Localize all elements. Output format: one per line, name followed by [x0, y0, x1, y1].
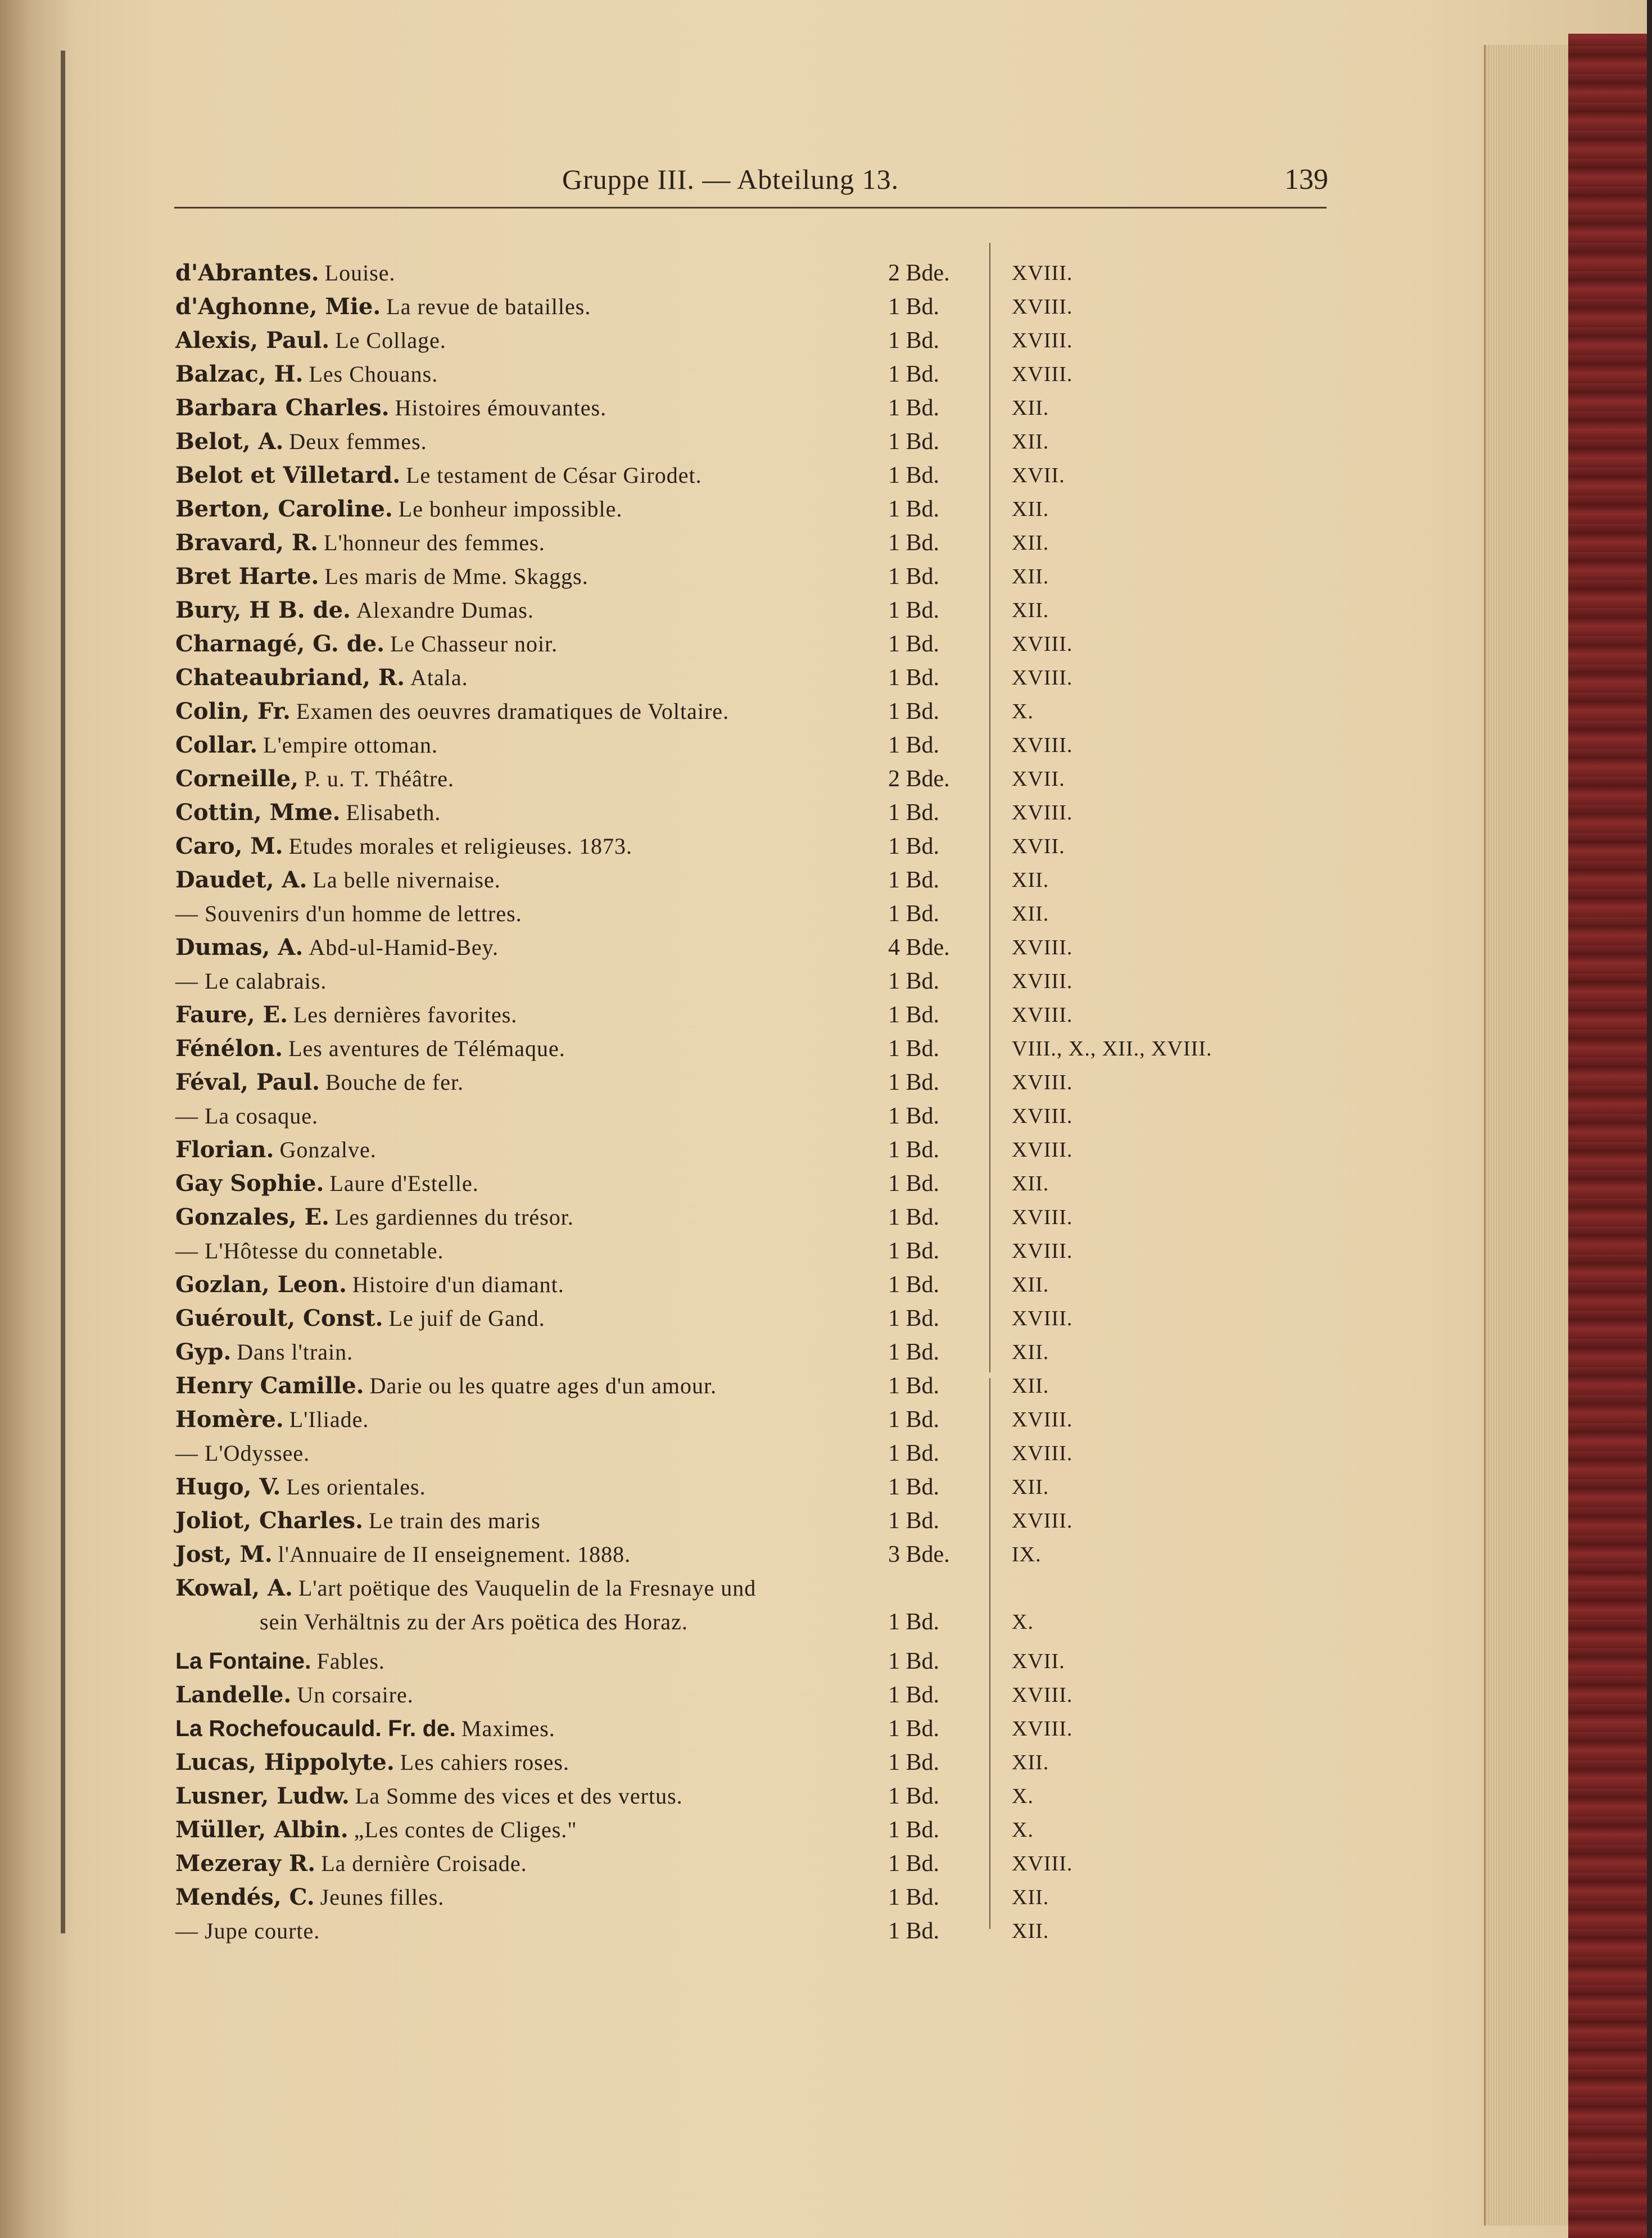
- entry-author: Belot, A.: [175, 428, 284, 455]
- list-item: [175, 260, 1300, 293]
- entry-title: L'honneur des femmes.: [324, 530, 545, 555]
- entry-volumes: 1 Bd.: [888, 530, 940, 556]
- entry-group: XVIII.: [1012, 1717, 1073, 1741]
- entry-group: XVIII.: [1012, 970, 1073, 993]
- entry-title: Le Chasseur noir.: [390, 631, 558, 656]
- entry-group: XII.: [1012, 868, 1049, 892]
- entry-volumes: 1 Bd.: [888, 1238, 940, 1264]
- entry-group: XII.: [1012, 1273, 1049, 1297]
- entry-group: XII.: [1012, 497, 1049, 521]
- entry-volumes: 1 Bd.: [888, 597, 940, 623]
- entry-volumes: 1 Bd.: [888, 901, 940, 927]
- entry-title: L'art poëtique des Vauquelin de la Fresnaye und: [298, 1575, 757, 1601]
- entry-author: Florian.: [175, 1136, 274, 1163]
- list-item: [175, 1372, 1300, 1406]
- entry-volumes: 1 Bd.: [888, 1817, 940, 1843]
- list-item: [175, 1406, 1300, 1440]
- entry-group: XII.: [1012, 1751, 1049, 1774]
- entry-author: Lusner, Ludw.: [175, 1783, 350, 1809]
- entry-author: Alexis, Paul.: [175, 327, 330, 354]
- entry-title: Examen des oeuvres dramatiques de Voltaire.: [296, 699, 730, 724]
- entry-author: Henry Camille.: [175, 1372, 364, 1399]
- entry-volumes: 1 Bd.: [888, 1648, 940, 1674]
- list-item: [175, 1069, 1300, 1103]
- entry-group: XVIII.: [1012, 1138, 1073, 1162]
- list-item: [175, 462, 1300, 496]
- entry-author: Fénélon.: [175, 1035, 283, 1062]
- entry-author: Faure, E.: [175, 1002, 288, 1028]
- entry-group: X.: [1012, 1818, 1034, 1842]
- entry-group: XVIII.: [1012, 1509, 1073, 1533]
- entry-title: La dernière Croisade.: [321, 1851, 527, 1876]
- entry-title: Le juif de Gand.: [388, 1306, 545, 1331]
- list-item: [175, 496, 1300, 529]
- entry-group: XII.: [1012, 1475, 1049, 1499]
- entry-group: XVII.: [1012, 1650, 1065, 1673]
- list-item: [175, 765, 1300, 799]
- entry-group: XII.: [1012, 1172, 1049, 1195]
- entry-group: XII.: [1012, 1919, 1049, 1943]
- list-item: [175, 1103, 1300, 1136]
- entry-group: XII.: [1012, 1886, 1049, 1909]
- entry-title: — Le calabrais.: [175, 968, 327, 994]
- entry-author: Collar.: [175, 732, 258, 758]
- list-item: [175, 833, 1300, 867]
- entry-volumes: 1 Bd.: [888, 1272, 940, 1298]
- entry-volumes: 1 Bd.: [888, 867, 940, 893]
- entry-author: Dumas, A.: [175, 934, 304, 961]
- entry-volumes: 1 Bd.: [888, 294, 940, 320]
- entry-author: d'Aghonne, Mie.: [175, 293, 381, 320]
- entry-volumes: 1 Bd.: [888, 1508, 940, 1534]
- entry-group: XII.: [1012, 430, 1049, 454]
- entry-volumes: 1 Bd.: [888, 699, 940, 724]
- entry-volumes: 1 Bd.: [888, 1002, 940, 1028]
- entry-title: Les gardiennes du trésor.: [334, 1204, 574, 1230]
- entry-volumes: 1 Bd.: [888, 968, 940, 994]
- list-item: [175, 597, 1300, 631]
- entry-title: La revue de batailles.: [386, 294, 591, 319]
- entry-title: La Somme des vices et des vertus.: [355, 1783, 683, 1809]
- list-item: [175, 1035, 1300, 1069]
- list-item: [175, 428, 1300, 462]
- entry-group: XVIII.: [1012, 1239, 1073, 1263]
- list-item: [175, 1749, 1300, 1783]
- entry-title: Gonzalve.: [279, 1137, 377, 1162]
- list-item: [175, 1783, 1300, 1816]
- entry-author: Gay Sophie.: [175, 1170, 324, 1197]
- entry-volumes: 1 Bd.: [888, 1750, 940, 1775]
- entry-title: Histoires émouvantes.: [395, 395, 607, 420]
- list-item: [175, 1271, 1300, 1305]
- entry-author: Landelle.: [175, 1682, 292, 1708]
- entry-volumes: 1 Bd.: [888, 800, 940, 826]
- entry-author: Lucas, Hippolyte.: [175, 1749, 395, 1775]
- entry-author: Charnagé, G. de.: [175, 631, 385, 657]
- entry-group: XII.: [1012, 531, 1049, 555]
- entry-volumes: 4 Bde.: [888, 935, 950, 961]
- entry-volumes: 2 Bde.: [888, 260, 950, 286]
- running-header: [174, 163, 1327, 208]
- list-item: [175, 698, 1300, 732]
- list-item: [175, 1884, 1300, 1918]
- entry-group: XVIII.: [1012, 1206, 1073, 1229]
- entry-title: L'Iliade.: [289, 1407, 369, 1432]
- entry-group: X.: [1012, 1610, 1034, 1634]
- entry-author: Müller, Albin.: [175, 1816, 348, 1843]
- list-item: [175, 1507, 1300, 1541]
- list-item: [175, 529, 1300, 563]
- entry-group: XVIII.: [1012, 1104, 1073, 1128]
- entry-author: Colin, Fr.: [175, 698, 291, 724]
- entry-group: XVIII.: [1012, 295, 1073, 319]
- entry-author: Gyp.: [175, 1339, 232, 1365]
- entry-author: Caro, M.: [175, 833, 283, 859]
- entry-title: sein Verhältnis zu der Ars poëtica des Horaz.: [260, 1609, 688, 1634]
- entry-author: d'Abrantes.: [175, 260, 319, 286]
- list-item: [175, 1541, 1300, 1575]
- entry-volumes: 1 Bd.: [888, 732, 940, 758]
- list-item: [175, 1136, 1300, 1170]
- entry-title: Jeunes filles.: [320, 1884, 445, 1910]
- list-item: [175, 664, 1300, 698]
- entry-author: Jost, M.: [175, 1541, 273, 1567]
- entry-author: La Fontaine.: [175, 1648, 311, 1674]
- entry-title: La belle nivernaise.: [313, 867, 501, 893]
- list-item: [175, 1305, 1300, 1339]
- entry-title: Alexandre Dumas.: [356, 597, 534, 623]
- entry-volumes: 3 Bde.: [888, 1542, 950, 1567]
- entry-volumes: 1 Bd.: [888, 564, 940, 590]
- entry-volumes: 1 Bd.: [888, 1204, 940, 1230]
- entry-title: Le Collage.: [335, 328, 446, 353]
- entry-author: Hugo, V.: [175, 1474, 281, 1500]
- list-item: [175, 1648, 1300, 1682]
- entry-author: Daudet, A.: [175, 867, 307, 893]
- entry-volumes: 1 Bd.: [888, 1918, 940, 1944]
- entry-title: Maximes.: [461, 1716, 555, 1741]
- entry-author: Mezeray R.: [175, 1850, 316, 1877]
- entry-title: „Les contes de Cliges.": [354, 1817, 577, 1842]
- list-item: [175, 1575, 1300, 1609]
- list-item: [175, 1850, 1300, 1884]
- list-item: [175, 1002, 1300, 1035]
- entry-volumes: 1 Bd.: [888, 833, 940, 859]
- entry-title: Abd-ul-Hamid-Bey.: [309, 935, 499, 960]
- entry-group: IX.: [1012, 1543, 1042, 1566]
- list-item: [175, 934, 1300, 968]
- entry-title: L'empire ottoman.: [263, 732, 438, 758]
- entry-title: Bouche de fer.: [325, 1070, 464, 1095]
- entry-group: XII.: [1012, 1340, 1049, 1364]
- list-item: [175, 968, 1300, 1002]
- entry-title: P. u. T. Théâtre.: [304, 766, 455, 791]
- list-item: [175, 1816, 1300, 1850]
- entry-volumes: 1 Bd.: [888, 631, 940, 657]
- list-item: [175, 732, 1300, 765]
- entry-author: Bret Harte.: [175, 563, 319, 590]
- entry-group: XVIII.: [1012, 666, 1073, 690]
- list-item: [175, 1170, 1300, 1204]
- cover-edge: [1647, 0, 1652, 2238]
- entry-group: XVIII.: [1012, 1408, 1073, 1431]
- list-item: [175, 1204, 1300, 1238]
- list-item: [175, 867, 1300, 900]
- entry-author: La Rochefoucauld. Fr. de.: [175, 1715, 456, 1741]
- entry-volumes: 1 Bd.: [888, 1407, 940, 1433]
- list-item: [175, 900, 1300, 934]
- book-cover: [1568, 34, 1652, 2238]
- list-item: [175, 395, 1300, 428]
- entry-volumes: 1 Bd.: [888, 1306, 940, 1331]
- entry-volumes: 1 Bd.: [888, 1682, 940, 1708]
- entry-volumes: 1 Bd.: [888, 1171, 940, 1197]
- entry-title: — L'Hôtesse du connetable.: [175, 1238, 444, 1263]
- entry-group: XII.: [1012, 565, 1049, 588]
- entry-title: Louise.: [324, 260, 396, 286]
- entry-author: Berton, Caroline.: [175, 496, 393, 522]
- entry-volumes: 1 Bd.: [888, 1137, 940, 1163]
- entry-author: Cottin, Mme.: [175, 799, 341, 826]
- entry-title: Etudes morales et religieuses. 1873.: [288, 833, 632, 859]
- list-item: [175, 563, 1300, 597]
- entry-title: Fables.: [316, 1648, 385, 1674]
- entry-group: XII.: [1012, 902, 1049, 926]
- entry-volumes: 1 Bd.: [888, 665, 940, 691]
- entry-volumes: 1 Bd.: [888, 429, 940, 455]
- entry-title: Le testament de César Girodet.: [406, 463, 702, 488]
- entry-author: Kowal, A.: [175, 1575, 293, 1601]
- entry-volumes: 1 Bd.: [888, 1070, 940, 1095]
- entry-group: XVIII.: [1012, 1307, 1073, 1330]
- list-item: [175, 799, 1300, 833]
- list-item: [175, 1474, 1300, 1507]
- entry-group: XII.: [1012, 599, 1049, 622]
- entry-author: Homère.: [175, 1406, 284, 1433]
- entry-author: Guéroult, Const.: [175, 1305, 383, 1331]
- entry-author: Mendés, C.: [175, 1884, 315, 1910]
- entry-volumes: 1 Bd.: [888, 1440, 940, 1466]
- entry-group: XVII.: [1012, 767, 1065, 791]
- entry-title: Deux femmes.: [289, 429, 427, 454]
- entry-volumes: 1 Bd.: [888, 1036, 940, 1062]
- binding-shadow: [61, 51, 65, 1933]
- entry-author: Féval, Paul.: [175, 1069, 320, 1095]
- list-item: [175, 1339, 1300, 1372]
- entry-group: XVIII.: [1012, 632, 1073, 656]
- entry-group: XVIII.: [1012, 261, 1073, 285]
- entry-volumes: 1 Bd.: [888, 463, 940, 488]
- entry-title: Les aventures de Télémaque.: [288, 1036, 565, 1061]
- entry-title: Dans l'train.: [237, 1339, 354, 1365]
- entry-group: XVIII.: [1012, 733, 1073, 757]
- entry-volumes: 1 Bd.: [888, 1851, 940, 1877]
- entry-title: Darie ou les quatre ages d'un amour.: [369, 1373, 717, 1398]
- list-item: [175, 1682, 1300, 1715]
- entry-title: Les orientales.: [286, 1474, 426, 1499]
- section-heading: Gruppe III. — Abteilung 13.: [562, 164, 899, 195]
- entry-title: Les maris de Mme. Skaggs.: [324, 564, 589, 589]
- entry-group: XVIII.: [1012, 936, 1073, 959]
- page-number: 139: [1284, 164, 1328, 196]
- list-item: [175, 361, 1300, 395]
- entry-title: — L'Odyssee.: [175, 1440, 310, 1466]
- entry-volumes: 1 Bd.: [888, 395, 940, 421]
- entry-author: Belot et Villetard.: [175, 462, 401, 488]
- entry-volumes: 1 Bd.: [888, 361, 940, 387]
- entry-title: Le bonheur impossible.: [398, 496, 623, 522]
- entry-group: XII.: [1012, 396, 1049, 420]
- entry-title: Histoire d'un diamant.: [352, 1272, 564, 1297]
- entry-author: Gonzales, E.: [175, 1204, 329, 1230]
- entry-title: — Jupe courte.: [175, 1918, 320, 1943]
- entry-author: Bury, H B. de.: [175, 597, 351, 623]
- entry-author: Bravard, R.: [175, 529, 319, 556]
- list-item: [175, 1609, 1384, 1642]
- list-item: [175, 1440, 1300, 1474]
- entry-title: — Souvenirs d'un homme de lettres.: [175, 901, 522, 926]
- entry-volumes: 1 Bd.: [888, 1103, 940, 1129]
- entry-volumes: 1 Bd.: [888, 328, 940, 354]
- entry-group: XVIII.: [1012, 801, 1073, 824]
- entry-author: Corneille,: [175, 765, 299, 792]
- list-item: [175, 1918, 1300, 1951]
- list-item: [175, 293, 1300, 327]
- entry-title: l'Annuaire de II enseignement. 1888.: [278, 1542, 631, 1567]
- entry-author: Barbara Charles.: [175, 395, 390, 421]
- entry-volumes: 1 Bd.: [888, 1609, 940, 1635]
- entry-title: Les dernières favorites.: [293, 1002, 518, 1027]
- entry-author: Joliot, Charles.: [175, 1507, 364, 1534]
- entry-volumes: 2 Bde.: [888, 766, 950, 792]
- entry-volumes: 1 Bd.: [888, 1884, 940, 1910]
- entry-group: XVII.: [1012, 835, 1065, 858]
- entry-title: Le train des maris: [369, 1508, 541, 1533]
- list-item: [175, 1238, 1300, 1271]
- entry-title: — La cosaque.: [175, 1103, 319, 1129]
- entry-group: XVIII.: [1012, 1442, 1073, 1465]
- entry-group: X.: [1012, 1784, 1034, 1808]
- entry-group: XII.: [1012, 1374, 1049, 1398]
- entry-volumes: 1 Bd.: [888, 1474, 940, 1500]
- list-item: [175, 1715, 1300, 1749]
- entry-volumes: 1 Bd.: [888, 1373, 940, 1399]
- entry-title: Elisabeth.: [346, 800, 441, 825]
- entry-group: XVII.: [1012, 464, 1065, 487]
- entry-title: Les cahiers roses.: [400, 1750, 569, 1775]
- entry-group: XVIII.: [1012, 363, 1073, 386]
- entry-group: X.: [1012, 700, 1034, 723]
- entry-title: Atala.: [410, 665, 468, 690]
- entry-author: Balzac, H.: [175, 361, 304, 387]
- entry-volumes: 1 Bd.: [888, 496, 940, 522]
- entry-group: XVIII.: [1012, 1683, 1073, 1707]
- header-rule: [174, 207, 1327, 209]
- entry-group: XVIII.: [1012, 329, 1073, 352]
- entry-group: XVIII.: [1012, 1071, 1073, 1094]
- entry-title: Les Chouans.: [309, 361, 438, 387]
- list-item: [175, 327, 1300, 361]
- entry-volumes: 1 Bd.: [888, 1783, 940, 1809]
- entry-title: Un corsaire.: [297, 1682, 414, 1707]
- page-edges: [1484, 45, 1570, 2226]
- entry-title: Laure d'Estelle.: [329, 1171, 479, 1196]
- entry-group: XVIII.: [1012, 1852, 1073, 1875]
- list-item: [175, 631, 1300, 664]
- entry-group: XVIII.: [1012, 1003, 1073, 1027]
- entry-author: Gozlan, Leon.: [175, 1271, 347, 1298]
- entry-group: VIII., X., XII., XVIII.: [1012, 1037, 1212, 1061]
- entry-volumes: 1 Bd.: [888, 1716, 940, 1742]
- entry-author: Chateaubriand, R.: [175, 664, 405, 691]
- entry-volumes: 1 Bd.: [888, 1339, 940, 1365]
